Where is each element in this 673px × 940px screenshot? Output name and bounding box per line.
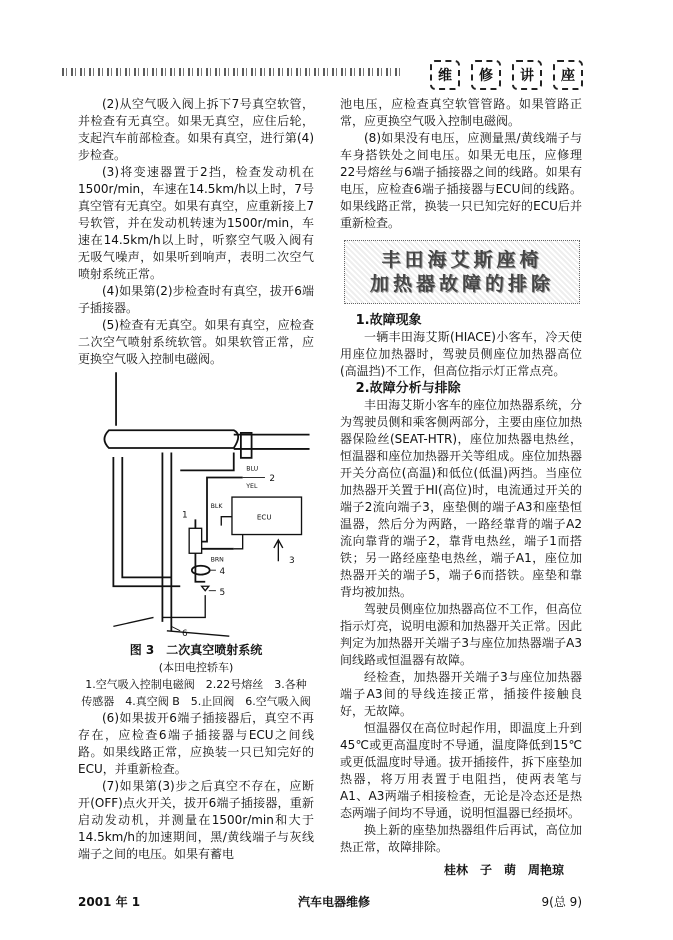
wire-label-yel: YEL (246, 483, 258, 491)
right-column (340, 96, 582, 879)
page-body (78, 96, 582, 913)
paragraph: 一辆丰田海艾斯(HIACE)小客车，冷天使用座位加热器时，驾驶员侧座位加热器高位(高温挡)不工作，但高位指示灯正常点亮。 (340, 330, 582, 378)
paragraph: (7)如果第(3)步之后真空不存在，应断开(OFF)点火开关，拔开6端子插接器，重新启动发动机，并测量在1500r/min和大于14.5km/h的加速期间，黑/黄线端子与灰线端子之间的电压。如果有蓄电 (78, 779, 314, 861)
badge: 修 (471, 60, 501, 90)
label-5: 5 (219, 588, 226, 599)
article-title-box (344, 240, 580, 304)
page-footer (78, 893, 582, 913)
label-4: 4 (219, 566, 226, 577)
article-title-line: 丰田海艾斯座椅 (381, 249, 543, 271)
paragraph: (6)如果拔开6端子插接器后，真空不再存在，应检查6端子插接器与ECU之间线路。如果线路正常，应换装一只已知完好的ECU，并重新检查。 (78, 711, 314, 776)
label-3: 3 (289, 556, 295, 567)
vacuum-system-diagram (100, 372, 314, 640)
label-6: 6 (182, 629, 188, 640)
paragraph: 经检查，加热器开关端子3与座位加热器端子A3间的导线连接正常，插接件接触良好，无故障。 (340, 670, 582, 718)
paragraph: (3)将变速器置于2挡，检查发动机在1500r/min，车速在14.5km/h以上时，7号真空管有无真空。如果有真空，应重新接上7号软管，并在发动机转速为1500r/min，车速在14.5km/h以上时，听察空气吸入阀有无吸气噪声，如果听到响声，表明二次空气喷射系统正常。 (78, 165, 314, 281)
ecu-label: ECU (256, 512, 272, 522)
section-heading: 2.故障分析与排除 (355, 381, 461, 396)
figure-legend-line: 传感器 4.真空阀 B 5.止回阀 6.空气吸入阀 (81, 695, 311, 708)
badge: 维 (430, 60, 460, 90)
wire-label-blu: BLU (246, 465, 259, 473)
footer-journal: 汽车电器维修 (298, 895, 371, 909)
paragraph: (2)从空气吸入阀上拆下7号真空软管，并检查有无真空。如果无真空，应住后轮，支起汽车前部检查。如果有真空，进行第(4)步检查。 (78, 97, 314, 162)
paragraph: 恒温器仅在高位时起作用，即温度上升到45℃或更高温度时不导通，温度降低到15℃或更低温度时导通。拔开插接件，拆下座垫加热器，将万用表置于电阻挡，使两表笔与A1、A3两端子相接检查，无论是冷态还是热态两端子间均不导通，说明恒温器已经损坏。 (340, 721, 582, 820)
footer-page: 9(总 9) (541, 895, 582, 909)
article-title-line: 加热器故障的排除 (369, 273, 554, 295)
column-badges (430, 60, 583, 90)
paragraph: (8)如果没有电压，应测量黑/黄线端子与车身搭铁处之间电压。如果无电压，应修理22号熔丝与6端子插接器之间的线路。如果有电压，应检查6端子插接器与ECU间的线路。如果线路正常，换装一只已知完好的ECU后并重新检查。 (340, 131, 582, 230)
paragraph: 丰田海艾斯小客车的座位加热器系统，分为驾驶员侧和乘客侧两部分，主要由座位加热器保险丝(SEAT-HTR)，座位加热器电热丝，恒温器和座位加热器开关等组成。座位加热器开关分高位(高温)和低位(低温)两挡。当座位加热器开关置于HI(高位)时，电流通过开关的端子2流向端子3，座垫侧的端子A3和座垫恒温器，然后分为两路，一路经靠背的端子A2流向靠背的端子2，靠背电热丝，端子1而搭铁；另一路经座垫电热丝，端子A1，座位加热器开关的端子5，端子6而搭铁。座垫和靠背均被加热。 (340, 398, 582, 599)
authors: 桂林 子 萌 周艳琼 (443, 863, 564, 877)
figure-caption: 图 3 二次真空喷射系统 (129, 643, 263, 657)
paragraph: 换上新的座垫加热器组件后再试，高位加热正常，故障排除。 (340, 823, 582, 854)
label-1: 1 (182, 510, 188, 521)
paragraph: (5)检查有无真空。如果有真空，应检查二次空气喷射系统软管。如果软管正常，应更换空气吸入控制电磁阀。 (78, 318, 314, 366)
footer-issue: 2001 年 1 (78, 895, 141, 909)
wire-label-brn: BRN (210, 556, 224, 564)
paragraph: 驾驶员侧座位加热器高位不工作，但高位指示灯亮，说明电源和加热器开关正常。因此判定为加热器开关端子3与座位加热器端子A3间线路或恒温器有故障。 (340, 602, 582, 667)
badge: 讲 (512, 60, 542, 90)
section-heading: 1.故障现象 (355, 313, 422, 328)
badge: 座 (553, 60, 583, 90)
figure-subtitle: (本田电控轿车) (158, 661, 234, 674)
figure-legend-line: 1.空气吸入控制电磁阀 2.22号熔丝 3.各种 (85, 678, 307, 691)
paragraph: (4)如果第(2)步检查时有真空，拔开6端子插接器。 (78, 284, 314, 315)
paragraph: 池电压，应检查真空软管管路。如果管路正常，应更换空气吸入控制电磁阀。 (340, 97, 582, 128)
left-column (78, 96, 314, 863)
decorative-border (62, 68, 402, 76)
wire-label-blk: BLK (210, 502, 223, 510)
label-2: 2 (269, 474, 276, 485)
